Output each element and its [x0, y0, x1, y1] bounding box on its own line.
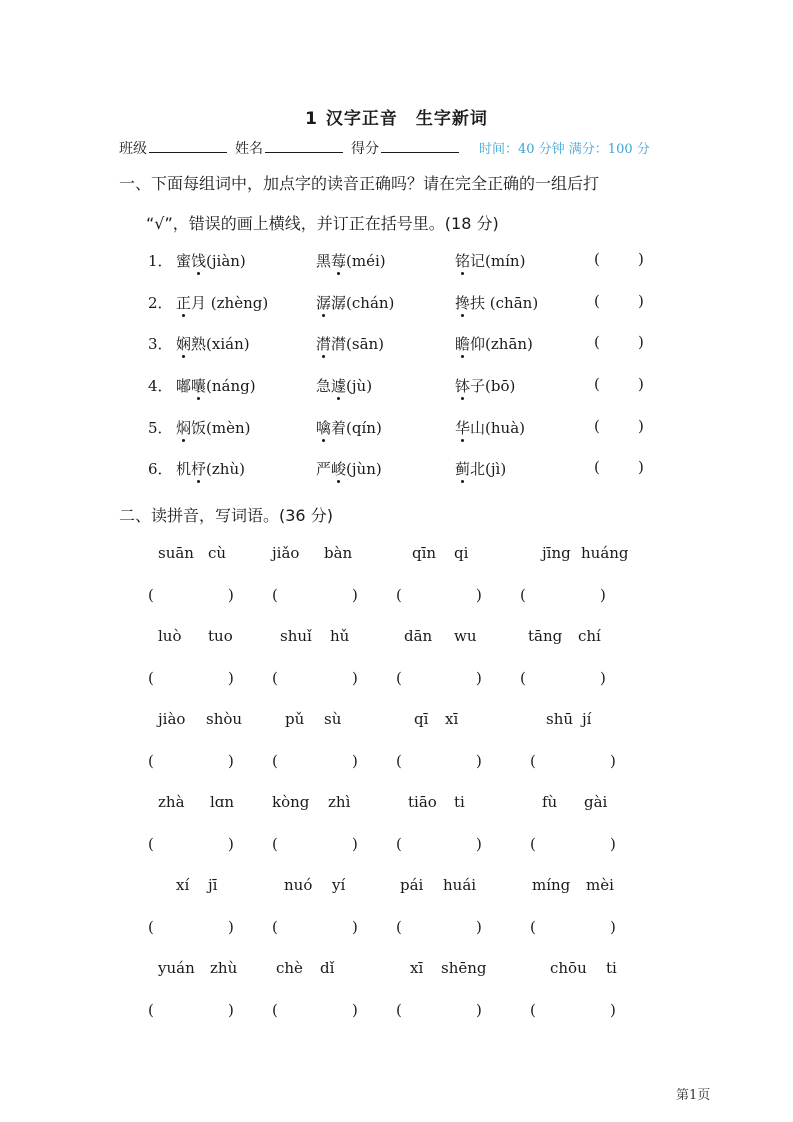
pinyin: (jùn)	[346, 460, 382, 478]
answer-bracket-close[interactable]: )	[228, 586, 234, 604]
word-char: 潸	[331, 335, 347, 353]
score-blank[interactable]	[381, 138, 459, 153]
pinyin-syllable-1: dān	[404, 627, 433, 645]
pinyin: (huà)	[485, 419, 525, 437]
answer-bracket-open[interactable]: (	[148, 1001, 154, 1019]
pinyin-syllable-1: suān	[158, 544, 194, 562]
word-c	[455, 250, 525, 271]
score-field[interactable]	[351, 138, 459, 158]
answer-bracket-close[interactable]: )	[610, 835, 616, 853]
pinyin: (náng)	[206, 377, 256, 395]
word-a	[176, 250, 246, 271]
answer-bracket-open[interactable]: (	[272, 752, 278, 770]
answer-bracket-open[interactable]: (	[520, 586, 526, 604]
word-a	[176, 333, 250, 354]
pinyin-syllable-1: qīn	[412, 544, 437, 562]
word-char: 嘟	[176, 377, 192, 395]
pinyin: (chān)	[485, 294, 539, 312]
answer-bracket-open[interactable]: (	[272, 835, 278, 853]
pinyin-row	[148, 959, 668, 981]
answer-bracket-open[interactable]: (	[272, 586, 278, 604]
pinyin-syllable-2: shòu	[206, 710, 243, 728]
lesson-number: 1	[305, 109, 318, 129]
name-label: 姓名	[235, 141, 263, 157]
pinyin-syllable-2: cù	[208, 544, 227, 562]
pinyin-syllable-2: jí	[582, 710, 592, 728]
answer-bracket-close[interactable]: )	[476, 752, 482, 770]
pinyin: (mín)	[485, 252, 526, 270]
answer-bracket-close[interactable]: )	[638, 458, 644, 476]
pinyin-syllable-1: pǔ	[285, 710, 305, 728]
pinyin-syllable-1: chōu	[550, 959, 587, 977]
dotted-char: 囔	[191, 377, 207, 395]
pinyin-syllable-1: qī	[414, 710, 429, 728]
page-title	[0, 104, 793, 129]
dotted-char: 饯	[191, 252, 207, 270]
pinyin-syllable-2: mèi	[586, 876, 614, 894]
question-number: 3．	[148, 335, 173, 353]
pinyin-syllable-1: shū	[546, 710, 574, 728]
answer-bracket-open[interactable]: (	[594, 458, 600, 476]
word-char: 蜜	[176, 252, 192, 270]
word-a	[176, 417, 251, 438]
word-c	[455, 458, 506, 479]
page-number: 第1页	[676, 1088, 711, 1103]
word-c	[455, 417, 525, 438]
answer-bracket-open[interactable]: (	[594, 250, 600, 268]
answer-bracket-open[interactable]: (	[148, 586, 154, 604]
answer-bracket-close[interactable]: )	[610, 1001, 616, 1019]
section1-heading-line2: “√”，错误的画上横线，并订正在括号里。(18 分)	[146, 214, 499, 233]
answer-bracket-open[interactable]: (	[594, 375, 600, 393]
word-char: 潺	[331, 294, 347, 312]
pinyin-syllable-1: pái	[400, 876, 424, 894]
answer-bracket-close[interactable]: )	[638, 375, 644, 393]
answer-bracket-close[interactable]: )	[228, 669, 234, 687]
pinyin-syllable-1: xī	[410, 959, 424, 977]
answer-bracket-open[interactable]: (	[148, 752, 154, 770]
pinyin-syllable-1: tiāo	[408, 793, 437, 811]
pinyin-syllable-2: jī	[208, 876, 218, 894]
word-b	[316, 292, 394, 313]
word-char: 严	[316, 460, 332, 478]
pinyin-row	[148, 544, 668, 566]
dotted-char: 遽	[331, 377, 347, 395]
answer-bracket-open[interactable]: (	[396, 669, 402, 687]
word-char: 熟	[191, 335, 207, 353]
answer-bracket-close[interactable]: )	[352, 586, 358, 604]
pinyin: (mèn)	[206, 419, 251, 437]
word-char: 扶	[470, 294, 486, 312]
pinyin-row	[148, 876, 668, 898]
answer-bracket-close[interactable]: )	[228, 1001, 234, 1019]
word-a	[176, 458, 245, 479]
word-b	[316, 417, 382, 438]
pinyin-syllable-2: yí	[332, 876, 346, 894]
answer-bracket-close[interactable]: )	[638, 417, 644, 435]
dotted-char: 莓	[331, 252, 347, 270]
pinyin: (qín)	[346, 419, 382, 437]
question-row	[148, 417, 668, 445]
dotted-char: 噙	[316, 419, 332, 437]
name-field[interactable]	[235, 138, 343, 158]
pinyin-syllable-1: tāng	[528, 627, 563, 645]
pinyin-syllable-2: huáng	[581, 544, 629, 562]
pinyin-syllable-2: gài	[584, 793, 608, 811]
answer-bracket-close[interactable]: )	[476, 669, 482, 687]
answer-bracket-open[interactable]: (	[594, 417, 600, 435]
pinyin-syllable-2: ti	[454, 793, 465, 811]
pinyin-syllable-1: luò	[158, 627, 182, 645]
answer-bracket-close[interactable]: )	[228, 835, 234, 853]
answer-bracket-open[interactable]: (	[530, 752, 536, 770]
answer-bracket-open[interactable]: (	[396, 918, 402, 936]
pinyin-syllable-2: shēng	[441, 959, 487, 977]
answer-bracket-row	[148, 752, 668, 774]
dotted-char: 瞻	[455, 335, 471, 353]
answer-bracket-close[interactable]: )	[638, 333, 644, 351]
pinyin-row	[148, 793, 668, 815]
pinyin: (zhèng)	[206, 294, 269, 312]
pinyin-syllable-2: bàn	[324, 544, 353, 562]
pinyin-syllable-1: xí	[176, 876, 190, 894]
word-char: 山	[470, 419, 486, 437]
answer-bracket-open[interactable]: (	[396, 752, 402, 770]
dotted-char: 潺	[316, 294, 332, 312]
dotted-char: 峻	[331, 460, 347, 478]
section1-heading-line1: 一、下面每组词中，加点字的读音正确吗？请在完全正确的一组后打	[119, 174, 600, 193]
question-row	[148, 458, 668, 486]
answer-bracket-close[interactable]: )	[352, 669, 358, 687]
title-part-1: 汉字正音	[325, 109, 398, 129]
word-c	[455, 333, 533, 354]
answer-bracket-close[interactable]: )	[476, 835, 482, 853]
pinyin-syllable-2: xī	[445, 710, 459, 728]
answer-bracket-open[interactable]: (	[148, 669, 154, 687]
answer-bracket-open[interactable]: (	[594, 292, 600, 310]
question-row	[148, 375, 668, 403]
answer-bracket-open[interactable]: (	[272, 1001, 278, 1019]
answer-bracket-row	[148, 1001, 668, 1023]
dotted-char: 杼	[191, 460, 207, 478]
answer-bracket-open[interactable]: (	[272, 669, 278, 687]
pinyin-syllable-1: shuǐ	[280, 627, 312, 645]
dotted-char: 华	[455, 419, 471, 437]
answer-bracket-open[interactable]: (	[396, 1001, 402, 1019]
answer-bracket-open[interactable]: (	[148, 835, 154, 853]
class-blank[interactable]	[149, 138, 227, 153]
name-blank[interactable]	[265, 138, 343, 153]
pinyin-syllable-1: kòng	[272, 793, 310, 811]
pinyin-syllable-2: ti	[606, 959, 617, 977]
answer-bracket-close[interactable]: )	[228, 918, 234, 936]
word-char: 着	[331, 419, 347, 437]
pinyin: (bō)	[485, 377, 516, 395]
pinyin-row	[148, 627, 668, 649]
answer-bracket-close[interactable]: )	[352, 835, 358, 853]
answer-bracket-row	[148, 918, 668, 940]
pinyin-syllable-2: wu	[454, 627, 477, 645]
time-score-meta: 时间：40 分钟 满分：100 分	[479, 142, 650, 157]
pinyin-syllable-2: sù	[324, 710, 342, 728]
title-part-2: 生字新词	[415, 109, 488, 129]
pinyin-syllable-2: tuo	[208, 627, 233, 645]
question-row	[148, 333, 668, 361]
answer-bracket-row	[148, 835, 668, 857]
pinyin-syllable-2: zhù	[210, 959, 238, 977]
word-char: 北	[470, 460, 486, 478]
pinyin-syllable-2: huái	[443, 876, 477, 894]
pinyin-syllable-1: zhà	[158, 793, 185, 811]
pinyin-syllable-2: qi	[454, 544, 469, 562]
pinyin: (chán)	[346, 294, 395, 312]
pinyin: (jì)	[485, 460, 507, 478]
pinyin-syllable-2: hǔ	[330, 627, 350, 645]
answer-bracket-row	[148, 586, 668, 608]
word-b	[316, 458, 382, 479]
word-a	[176, 375, 256, 396]
pinyin-syllable-1: jiào	[158, 710, 186, 728]
answer-bracket-close[interactable]: )	[600, 669, 606, 687]
dotted-char: 正	[176, 294, 192, 312]
answer-bracket-open[interactable]: (	[594, 333, 600, 351]
question-number: 6．	[148, 460, 173, 478]
pinyin: (xián)	[206, 335, 250, 353]
dotted-char: 搀	[455, 294, 471, 312]
question-number: 5．	[148, 419, 173, 437]
word-c	[455, 292, 538, 313]
dotted-char: 潸	[316, 335, 332, 353]
answer-bracket-open[interactable]: (	[396, 835, 402, 853]
pinyin-syllable-2: lɑn	[210, 793, 235, 811]
question-row	[148, 292, 668, 320]
answer-bracket-close[interactable]: )	[476, 1001, 482, 1019]
pinyin-syllable-1: jiǎo	[272, 544, 300, 562]
pinyin-syllable-1: yuán	[158, 959, 195, 977]
word-b	[316, 250, 386, 271]
word-c	[455, 375, 515, 396]
pinyin: (zhù)	[206, 460, 245, 478]
pinyin-syllable-1: míng	[532, 876, 571, 894]
score-label: 得分	[351, 141, 379, 157]
pinyin: (méi)	[346, 252, 386, 270]
answer-bracket-open[interactable]: (	[530, 918, 536, 936]
answer-bracket-close[interactable]: )	[352, 752, 358, 770]
word-char: 子	[470, 377, 486, 395]
answer-bracket-close[interactable]: )	[228, 752, 234, 770]
pinyin-syllable-1: fù	[542, 793, 558, 811]
word-char: 黑	[316, 252, 332, 270]
pinyin: (sān)	[346, 335, 385, 353]
answer-bracket-open[interactable]: (	[530, 1001, 536, 1019]
pinyin-row	[148, 710, 668, 732]
student-info-row	[119, 138, 679, 158]
pinyin-syllable-2: dǐ	[320, 959, 335, 977]
class-label: 班级	[119, 141, 147, 157]
answer-bracket-close[interactable]: )	[352, 1001, 358, 1019]
pinyin-syllable-1: jīng	[542, 544, 571, 562]
question-number: 2．	[148, 294, 173, 312]
answer-bracket-open[interactable]: (	[530, 835, 536, 853]
dotted-char: 娴	[176, 335, 192, 353]
word-char: 仰	[470, 335, 486, 353]
pinyin: (zhān)	[485, 335, 533, 353]
pinyin-syllable-2: chí	[578, 627, 601, 645]
question-row	[148, 250, 668, 278]
answer-bracket-close[interactable]: )	[638, 250, 644, 268]
pinyin-syllable-2: zhì	[328, 793, 351, 811]
word-char: 机	[176, 460, 192, 478]
dotted-char: 钵	[455, 377, 471, 395]
dotted-char: 铭	[455, 252, 471, 270]
pinyin: (jù)	[346, 377, 373, 395]
answer-bracket-open[interactable]: (	[272, 918, 278, 936]
dotted-char: 蓟	[455, 460, 471, 478]
answer-bracket-close[interactable]: )	[610, 918, 616, 936]
word-a	[176, 292, 268, 313]
answer-bracket-close[interactable]: )	[610, 752, 616, 770]
word-char: 月	[191, 294, 207, 312]
pinyin-syllable-1: chè	[276, 959, 303, 977]
word-char: 急	[316, 377, 332, 395]
word-b	[316, 375, 372, 396]
word-char: 记	[470, 252, 486, 270]
question-number: 1．	[148, 252, 173, 270]
word-b	[316, 333, 384, 354]
answer-bracket-open[interactable]: (	[396, 586, 402, 604]
answer-bracket-close[interactable]: )	[352, 918, 358, 936]
dotted-char: 焖	[176, 419, 192, 437]
answer-bracket-close[interactable]: )	[476, 918, 482, 936]
answer-bracket-close[interactable]: )	[600, 586, 606, 604]
answer-bracket-open[interactable]: (	[148, 918, 154, 936]
question-number: 4．	[148, 377, 173, 395]
answer-bracket-open[interactable]: (	[520, 669, 526, 687]
answer-bracket-row	[148, 669, 668, 691]
answer-bracket-close[interactable]: )	[476, 586, 482, 604]
pinyin: (jiàn)	[206, 252, 246, 270]
section2-heading: 二、读拼音，写词语。(36 分)	[119, 506, 333, 525]
answer-bracket-close[interactable]: )	[638, 292, 644, 310]
class-field[interactable]	[119, 138, 227, 158]
word-char: 饭	[191, 419, 207, 437]
pinyin-syllable-1: nuó	[284, 876, 313, 894]
